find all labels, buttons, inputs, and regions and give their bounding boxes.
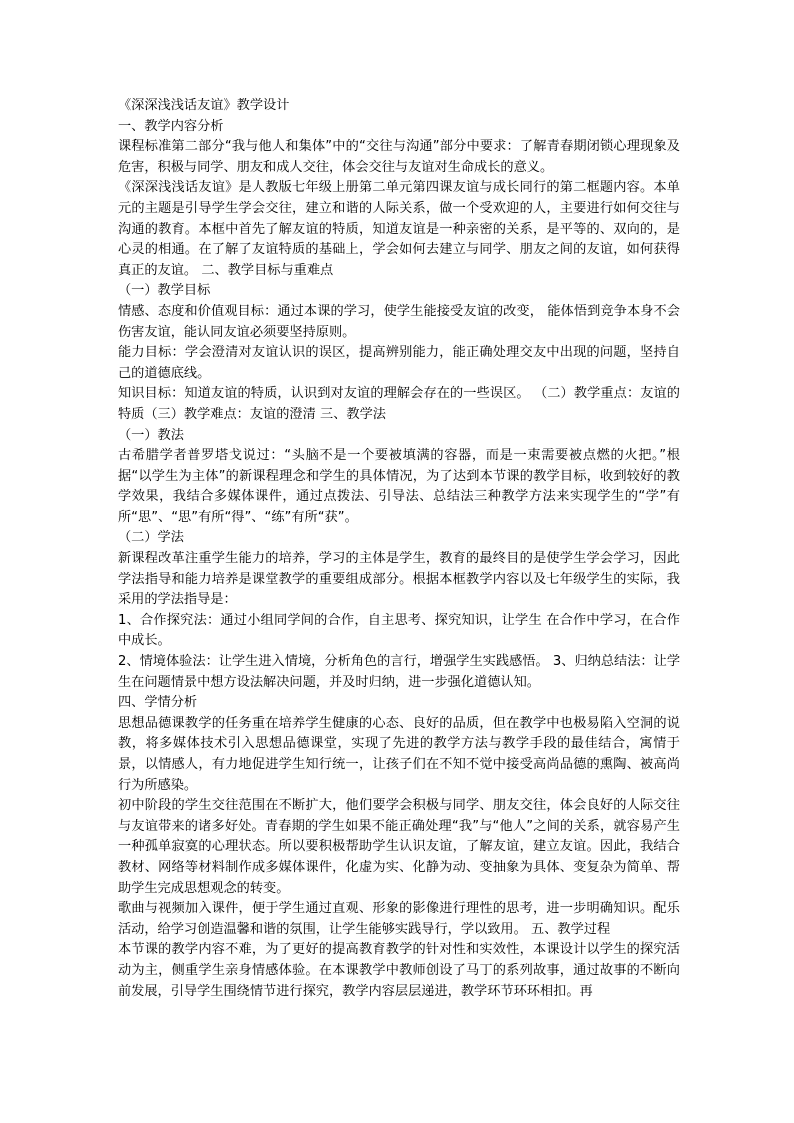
list-item-situational-experience: 2、情境体验法：让学生进入情境，分析角色的言行，增强学生实践感悟。 3、归纳总结法：让学生在问题情景中想方设法解决问题，并及时归纳，进一步强化道德认知。 xyxy=(118,654,680,690)
paragraph-multimedia: 歌曲与视频加入课件，便于学生通过直观、形象的影像进行理性的思考，进一步明确知识。配乐活动，给学习创造温馨和谐的氛围，让学生能够实践导行，学以致用。 五、教学过程 xyxy=(118,901,680,937)
paragraph-unit-overview: 《深深浅浅话友谊》是人教版七年级上册第二单元第四课友谊与成长同行的第二框题内容。本单元的主题是引导学生学会交往，建立和谐的人际关系，做一个受欢迎的人，主要进行如何交往与沟通的教育。本框中首先了解友谊的特质，知道友谊是一种亲密的关系，是平等的、双向的，是心灵的相通。在了解了友谊特质的基础上，学会如何去建立与同学、朋友之间的友谊，如何获得真正的友谊。 二、教学目标与重难点 xyxy=(118,180,680,278)
document-page xyxy=(118,96,680,1002)
paragraph-junior-students: 初中阶段的学生交往范围在不断扩大，他们要学会积极与同学、朋友交往，体会良好的人际交往与友谊带来的诸多好处。青春期的学生如果不能正确处理“我”与“他人”之间的关系，就容易产生一种孤单寂寞的心理状态。所以要积极帮助学生认识友谊，了解友谊，建立友谊。因此，我结合教材、网络等材料制作成多媒体课件，化虚为实、化静为动、变抽象为具体、变复杂为简单、帮助学生完成思想观念的转变。 xyxy=(118,798,680,896)
paragraph-knowledge-goal: 知识目标：知道友谊的特质，认识到对友谊的理解会存在的一些误区。 （二）教学重点：友谊的特质（三）教学难点：友谊的澄清 三、教学法 xyxy=(118,386,680,422)
paragraph-moral-education: 思想品德课教学的任务重在培养学生健康的心态、良好的品质，但在教学中也极易陷入空洞的说教，将多媒体技术引入思想品德课堂，实现了先进的教学方法与教学手段的最佳结合，寓情于景，以情感人，有力地促进学生知行统一，让孩子们在不知不觉中接受高尚品德的熏陶、被高尚行为所感染。 xyxy=(118,715,680,793)
subheading-teaching-method: （一）教法 xyxy=(118,427,184,443)
subheading-learning-method: （二）学法 xyxy=(118,530,184,546)
paragraph-curriculum-standard: 课程标准第二部分“我与他人和集体”中的“交往与沟通”部分中要求：了解青春期闭锁心理现象及危害，积极与同学、朋友和成人交往，体会交往与友谊对生命成长的意义。 xyxy=(118,139,680,175)
paragraph-teaching-process: 本节课的教学内容不难，为了更好的提高教育教学的针对性和实效性，本课设计以学生的探究活动为主，侧重学生亲身情感体验。在本课教学中教师创设了马丁的系列故事，通过故事的不断向前发展，引导学生围绕情节进行探究，教学内容层层递进，教学环节环环相扣。再 xyxy=(118,942,680,999)
document-title: 《深深浅浅话友谊》教学设计 xyxy=(118,98,290,113)
section-heading-learner-analysis: 四、学情分析 xyxy=(118,695,198,711)
subheading-teaching-goals: （一）教学目标 xyxy=(118,283,211,299)
list-item-cooperative-inquiry: 1、合作探究法：通过小组同学间的合作，自主思考、探究知识，让学生 在合作中学习，在合作中成长。 xyxy=(118,612,680,649)
paragraph-learning-method: 新课程改革注重学生能力的培养，学习的主体是学生，教育的最终目的是使学生学会学习，因此学法指导和能力培养是课堂教学的重要组成部分。根据本框教学内容以及七年级学生的实际，我采用的学法指导是： xyxy=(118,551,680,608)
paragraph-ability-goal: 能力目标：学会澄清对友谊认识的误区，提高辨别能力，能正确处理交友中出现的问题，坚持自己的道德底线。 xyxy=(118,345,680,381)
paragraph-emotion-goal: 情感、态度和价值观目标：通过本课的学习，使学生能接受友谊的改变， 能体悟到竞争本身不会伤害友谊，能认同友谊必须要坚持原则。 xyxy=(118,303,680,340)
section-heading-content-analysis: 一、教学内容分析 xyxy=(118,118,224,134)
paragraph-teaching-method: 古希腊学者普罗塔戈说过：“头脑不是一个要被填满的容器，而是一束需要被点燃的火把。”根据“以学生为主体”的新课程理念和学生的具体情况，为了达到本节课的教学目标，收到较好的教学效果，我结合多媒体课件，通过点拨法、引导法、总结法三种教学方法来实现学生的“学”有所“思”、“思”有所“得”、“练”有所“获”。 xyxy=(118,448,680,525)
